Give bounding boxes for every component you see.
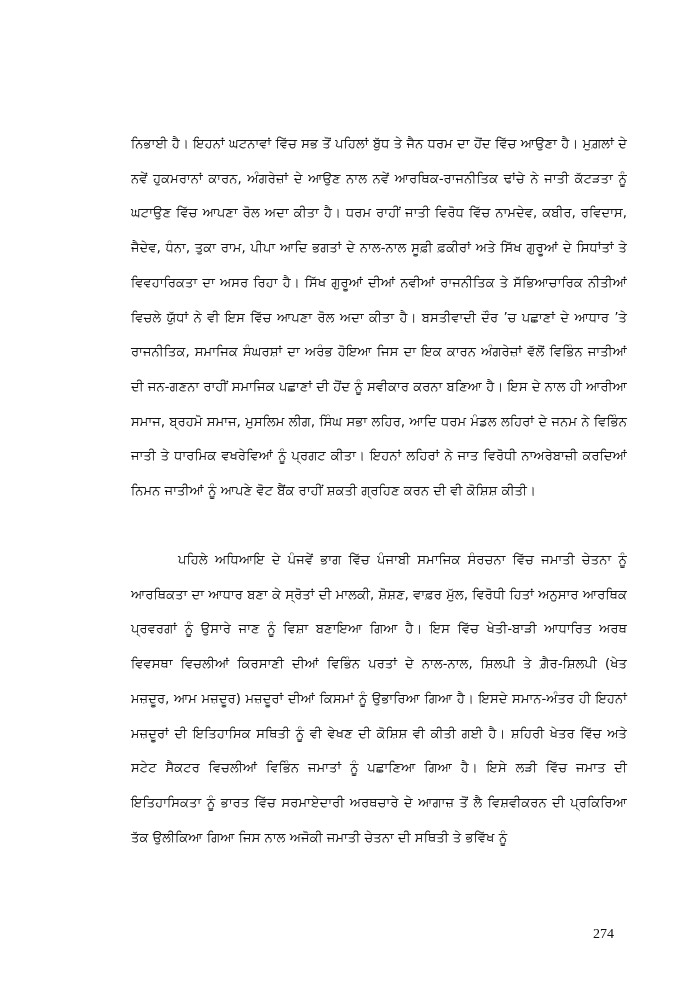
body-paragraph-1: ਨਿਭਾਈ ਹੈ। ਇਹਨਾਂ ਘਟਨਾਵਾਂ ਵਿੱਚ ਸਭ ਤੋਂ ਪਹਿਲਾਂ ਬੁੱਧ ਤੇ ਜੈਨ ਧਰਮ ਦਾ ਹੋਂਦ ਵਿੱਚ ਆਉਣਾ ਹੈ। ਮੁਗ਼ਲਾਂ ਦੇ ਨਵੇਂ ਹੁਕਮਰਾਨਾਂ ਕਾਰਨ, ਅੰਗਰੇਜ਼ਾਂ ਦੇ ਆਉਣ ਨਾਲ ਨਵੇਂ ਆਰਥਿਕ-ਰਾਜਨੀਤਿਕ ਢਾਂਚੇ ਨੇ ਜਾਤੀ ਕੱਟੜਤਾ ਨੂੰ ਘਟਾਉਣ ਵਿੱਚ ਆਪਣਾ ਰੋਲ ਅਦਾ ਕੀਤਾ ਹੈ। ਧਰਮ ਰਾਹੀਂ ਜਾਤੀ ਵਿਰੋਧ ਵਿੱਚ ਨਾਮਦੇਵ, ਕਬੀਰ, ਰਵਿਦਾਸ, ਜੈਦੇਵ, ਧੰਨਾ, ਤੁਕਾ ਰਾਮ, ਪੀਪਾ ਆਦਿ ਭਗਤਾਂ ਦੇ ਨਾਲ-ਨਾਲ ਸੂਫ਼ੀ ਫ਼ਕੀਰਾਂ ਅਤੇ ਸਿੱਖ ਗੁਰੂਆਂ ਦੇ ਸਿਧਾਂਤਾਂ ਤੇ ਵਿਵਹਾਰਿਕਤਾ ਦਾ ਅਸਰ ਰਿਹਾ ਹੈ। ਸਿੱਖ ਗੁਰੂਆਂ ਦੀਆਂ ਨਵੀਆਂ ਰਾਜਨੀਤਿਕ ਤੇ ਸੱਭਿਆਚਾਰਿਕ ਨੀਤੀਆਂ ਵਿਚਲੇ ਯੁੱਧਾਂ ਨੇ ਵੀ ਇਸ ਵਿੱਚ ਆਪਣਾ ਰੋਲ ਅਦਾ ਕੀਤਾ ਹੈ। ਬਸਤੀਵਾਦੀ ਦੌਰ ’ਚ ਪਛਾਣਾਂ ਦੇ ਆਧਾਰ ’ਤੇ ਰਾਜਨੀਤਿਕ, ਸਮਾਜਿਕ ਸੰਘਰਸ਼ਾਂ ਦਾ ਅਰੰਭ ਹੋਇਆ ਜਿਸ ਦਾ ਇਕ ਕਾਰਨ ਅੰਗਰੇਜ਼ਾਂ ਵੱਲੋਂ ਵਿਭਿੰਨ ਜਾਤੀਆਂ ਦੀ ਜਨ-ਗਣਨਾ ਰਾਹੀਂ ਸਮਾਜਿਕ ਪਛਾਣਾਂ ਦੀ ਹੋਂਦ ਨੂੰ ਸਵੀਕਾਰ ਕਰਨਾ ਬਣਿਆ ਹੈ। ਇਸ ਦੇ ਨਾਲ ਹੀ ਆਰੀਆ ਸਮਾਜ, ਬ੍ਰਹਮੋ ਸਮਾਜ, ਮੁਸਲਿਮ ਲੀਗ, ਸਿੰਘ ਸਭਾ ਲਹਿਰ, ਆਦਿ ਧਰਮ ਮੰਡਲ ਲਹਿਰਾਂ ਦੇ ਜਨਮ ਨੇ ਵਿਭਿੰਨ ਜਾਤੀ ਤੇ ਧਾਰਮਿਕ ਵਖਰੇਵਿਆਂ ਨੂੰ ਪ੍ਰਗਟ ਕੀਤਾ। ਇਹਨਾਂ ਲਹਿਰਾਂ ਨੇ ਜਾਤ ਵਿਰੋਧੀ ਨਾਅਰੇਬਾਜ਼ੀ ਕਰਦਿਆਂ ਨਿਮਨ ਜਾਤੀਆਂ ਨੂੰ ਆਪਣੇ ਵੋਟ ਬੈਂਕ ਰਾਹੀਂ ਸ਼ਕਤੀ ਗ੍ਰਹਿਣ ਕਰਨ ਦੀ ਵੀ ਕੋਸ਼ਿਸ਼ ਕੀਤੀ। <box>131 137 627 500</box>
page-number: 274 <box>593 927 614 942</box>
body-paragraph-2: ਪਹਿਲੇ ਅਧਿਆਇ ਦੇ ਪੰਜਵੇਂ ਭਾਗ ਵਿੱਚ ਪੰਜਾਬੀ ਸਮਾਜਿਕ ਸੰਰਚਨਾ ਵਿੱਚ ਜਮਾਤੀ ਚੇਤਨਾ ਨੂੰ ਆਰਥਿਕਤਾ ਦਾ ਆਧਾਰ ਬਣਾ ਕੇ ਸ੍ਰੋਤਾਂ ਦੀ ਮਾਲਕੀ, ਸ਼ੋਸ਼ਣ, ਵਾਫ਼ਰ ਮੁੱਲ, ਵਿਰੋਧੀ ਹਿਤਾਂ ਅਨੁਸਾਰ ਆਰਥਿਕ ਪ੍ਰਵਰਗਾਂ ਨੂੰ ਉਸਾਰੇ ਜਾਣ ਨੂੰ ਵਿਸ਼ਾ ਬਣਾਇਆ ਗਿਆ ਹੈ। ਇਸ ਵਿੱਚ ਖੇਤੀ-ਬਾੜੀ ਆਧਾਰਿਤ ਅਰਥ ਵਿਵਸਥਾ ਵਿਚਲੀਆਂ ਕਿਰਸਾਣੀ ਦੀਆਂ ਵਿਭਿੰਨ ਪਰਤਾਂ ਦੇ ਨਾਲ-ਨਾਲ, ਸ਼ਿਲਪੀ ਤੇ ਗ਼ੈਰ-ਸ਼ਿਲਪੀ (ਖੇਤ ਮਜ਼ਦੂਰ, ਆਮ ਮਜ਼ਦੂਰ) ਮਜ਼ਦੂਰਾਂ ਦੀਆਂ ਕਿਸਮਾਂ ਨੂੰ ਉਭਾਰਿਆ ਗਿਆ ਹੈ। ਇਸਦੇ ਸਮਾਨ-ਅੰਤਰ ਹੀ ਇਹਨਾਂ ਮਜ਼ਦੂਰਾਂ ਦੀ ਇਤਿਹਾਸਿਕ ਸਥਿਤੀ ਨੂੰ ਵੀ ਵੇਖਣ ਦੀ ਕੋਸ਼ਿਸ਼ ਵੀ ਕੀਤੀ ਗਈ ਹੈ। ਸ਼ਹਿਰੀ ਖੇਤਰ ਵਿੱਚ ਅਤੇ ਸਟੇਟ ਸੈਕਟਰ ਵਿਚਲੀਆਂ ਵਿਭਿੰਨ ਜਮਾਤਾਂ ਨੂੰ ਪਛਾਣਿਆ ਗਿਆ ਹੈ। ਇਸੇ ਲੜੀ ਵਿੱਚ ਜਮਾਤ ਦੀ ਇਤਿਹਾਸਿਕਤਾ ਨੂੰ ਭਾਰਤ ਵਿੱਚ ਸਰਮਾਏਦਾਰੀ ਅਰਥਚਾਰੇ ਦੇ ਆਗਾਜ਼ ਤੋਂ ਲੈ ਵਿਸ਼ਵੀਕਰਨ ਦੀ ਪ੍ਰਕਿਰਿਆ ਤੱਕ ਉਲੀਕਿਆ ਗਿਆ ਜਿਸ ਨਾਲ ਅਜੋਕੀ ਜਮਾਤੀ ਚੇਤਨਾ ਦੀ ਸਥਿਤੀ ਤੇ ਭਵਿੱਖ ਨੂੰ <box>131 553 627 846</box>
